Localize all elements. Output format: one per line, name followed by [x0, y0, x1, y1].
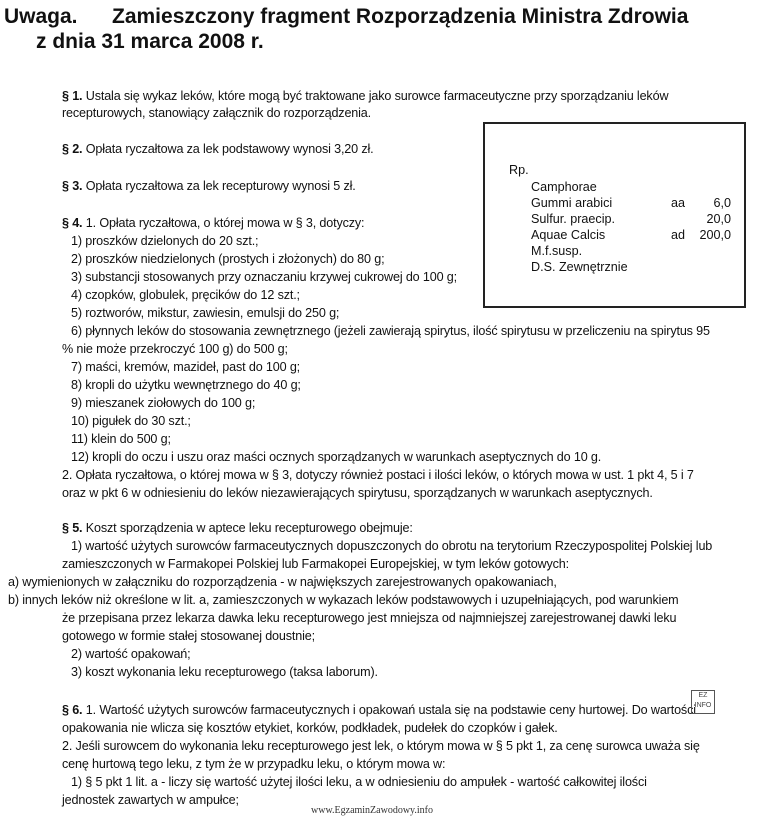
section-4-item: 9) mieszanek ziołowych do 100 g; [71, 396, 256, 410]
section-4-item: 11) klein do 500 g; [71, 432, 171, 446]
section-4-item: 7) maści, kremów, mazideł, past do 100 g; [71, 360, 301, 374]
section-5-letter-b-line3: gotowego w formie stałej stosowanej doustnie; [62, 629, 315, 643]
section-4-item: 12) kropli do oczu i uszu oraz maści ocznych sporządzanych w warunkach aseptycznych do 10 g. [71, 450, 602, 464]
section-5-intro: § 5. Koszt sporządzenia w aptece leku recepturowego obejmuje: [62, 521, 413, 535]
section-6-line4: cenę hurtową tego leku, z tym że w przypadku leku, o którym mowa w: [62, 757, 446, 771]
section-6-mark: § 6. [62, 703, 83, 717]
section-6-line1: § 6. 1. Wartość użytych surowców farmaceutycznych i opakowań ustala się na podstawie ceny hurtowej. Do wartości [62, 703, 696, 717]
section-4-item: 2) proszków niedzielonych (prostych i złożonych) do 80 g; [71, 252, 385, 266]
section-1-line1: § 1. Ustala się wykaz leków, które mogą być traktowane jako surowce farmaceutyczne przy sporządzaniu leków [62, 89, 669, 103]
section-6-line5: 1) § 5 pkt 1 lit. a - liczy się wartość użytej ilości leku, a w odniesieniu do ampułek - wartość całkowitej ilości [71, 775, 647, 789]
section-4-point2-line2: oraz w pkt 6 w odniesieniu do leków niezawierających spirytusu, sporządzanych w warunkach aseptycznych. [62, 486, 653, 500]
document-header [4, 4, 688, 54]
section-6-line3: 2. Jeśli surowcem do wykonania leku recepturowego jest lek, o którym mowa w § 5 pkt 1, za cenę surowca uważa się [62, 739, 700, 753]
section-4-item: 8) kropli do użytku wewnętrznego do 40 g; [71, 378, 301, 392]
section-5-mark: § 5. [62, 521, 83, 535]
section-4-item: 10) pigułek do 30 szt.; [71, 414, 191, 428]
prescription-rp: Rp. [509, 163, 529, 177]
section-3-mark: § 3. [62, 179, 83, 193]
prescription-msusp: M.f.susp. [531, 244, 583, 258]
section-4-item: 6) płynnych leków do stosowania zewnętrznego (jeżeli zawierają spirytus, ilość spirytusu w przeliczeniu na spirytus 95 [71, 324, 710, 338]
section-2-mark: § 2. [62, 142, 83, 156]
watermark-stamp: EZ INFO [691, 690, 715, 714]
section-4-item: 1) proszków dzielonych do 20 szt.; [71, 234, 259, 248]
header-title-line1: Zamieszczony fragment Rozporządzenia Ministra Zdrowia [112, 5, 689, 28]
section-5-letter-a: a) wymienionych w załączniku do rozporządzenia - w największych zarejestrowanych opakowaniach, [8, 575, 557, 589]
section-4-intro: § 4. 1. Opłata ryczałtowa, o której mowa w § 3, dotyczy: [62, 216, 365, 230]
section-5-letter-b-line1: b) innych leków niż określone w lit. a, zamieszczonych w wykazach leków podstawowych i uzupełniających, pod warunkiem [8, 593, 679, 607]
section-3: § 3. Opłata ryczałtowa za lek recepturowy wynosi 5 zł. [62, 179, 356, 193]
source-footer: www.EgzaminZawodowy.info [311, 805, 434, 816]
section-5-item1-line1: 1) wartość użytych surowców farmaceutycznych dopuszczonych do obrotu na terytorium Rzeczypospolitej Polskiej lub [71, 539, 713, 553]
section-5-item1-line2: zamieszczonych w Farmakopei Polskiej lub Farmakopei Europejskiej, w tym leków gotowych: [62, 557, 569, 571]
section-4-point2-line1: 2. Opłata ryczałtowa, o której mowa w § 3, dotyczy również postaci i ilości leków, o których mowa w ust. 1 pkt 4, 5 i 7 [62, 468, 694, 482]
section-4-item: 4) czopków, globulek, pręcików do 12 szt.; [71, 288, 300, 302]
section-5-letter-b-line2: że przepisana przez lekarza dawka leku recepturowego jest mniejsza od najmniejszej zarejestrowanej dawki leku [62, 611, 677, 625]
section-1-line2: recepturowych, stanowiący załącznik do rozporządzenia. [62, 106, 372, 120]
notice-label: Uwaga. [4, 5, 78, 28]
section-1-mark: § 1. [62, 89, 83, 103]
section-4-item: 5) roztworów, mikstur, zawiesin, emulsji do 250 g; [71, 306, 340, 320]
header-title-line2: z dnia 31 marca 2008 r. [36, 30, 264, 53]
prescription-box: Rp. Camphorae Gummi arabici aa 6,0 Sulfur. praecip. 20,0 Aquae Calcis ad 200,0 M.f.susp. D.S. Zewnętrznie [483, 122, 746, 308]
section-2: § 2. Opłata ryczałtowa za lek podstawowy wynosi 3,20 zł. [62, 142, 374, 156]
prescription-ds: D.S. Zewnętrznie [531, 260, 628, 274]
section-6-line6: jednostek zawartych w ampułce; [62, 793, 239, 807]
section-4-item: 3) substancji stosowanych przy oznaczaniu krzywej cukrowej do 100 g; [71, 270, 457, 284]
section-4-item-continuation: % nie może przekroczyć 100 g) do 500 g; [62, 342, 288, 356]
section-5-item3: 3) koszt wykonania leku recepturowego (taksa laborum). [71, 665, 378, 679]
section-5-item2: 2) wartość opakowań; [71, 647, 191, 661]
section-6-line2: opakowania nie wlicza się kosztów etykiet, korków, podkładek, pudełek do czopków i gałek. [62, 721, 558, 735]
section-4-mark: § 4. [62, 216, 83, 230]
